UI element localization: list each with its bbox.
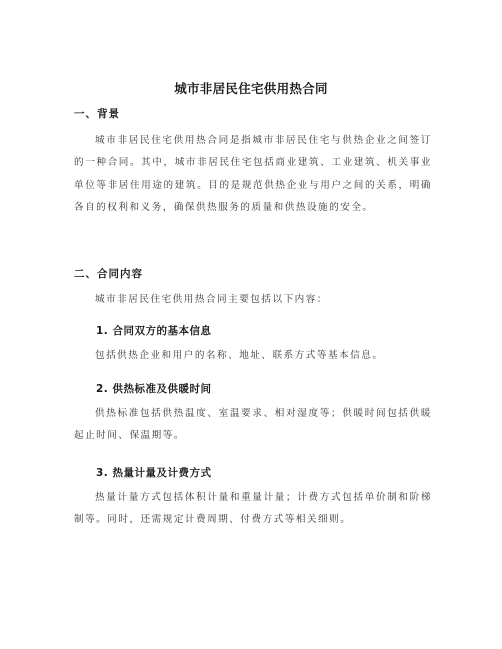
subsection-heading-parties-info: 1. 合同双方的基本信息: [96, 325, 212, 337]
section-paragraph-background: 城市非居民住宅供用热合同是指城市非居民住宅与供热企业之间签订的一种合同。其中，城市非居民住宅包括商业建筑、工业建筑、机关事业单位等非居住用途的建筑。目的是规范供热企业与用户之间的关系，明确各自的权利和义务，确保供热服务的质量和供热设施的安全。: [74, 135, 432, 214]
section-heading-background: 一、背景: [74, 108, 120, 120]
document-title: 城市非居民住宅供用热合同: [174, 81, 328, 96]
subsection-paragraph-heating-standard: 供热标准包括供热温度、室温要求、相对湿度等；供暖时间包括供暖起止时间、保温期等。: [74, 408, 432, 442]
section-heading-contract-content: 二、合同内容: [74, 268, 143, 280]
subsection-heading-heating-standard: 2. 供热标准及供暖时间: [96, 383, 212, 395]
subsection-heading-metering-billing: 3. 热量计量及计费方式: [96, 467, 212, 479]
section-paragraph-contract-content: 城市非居民住宅供用热合同主要包括以下内容：: [95, 294, 328, 305]
subsection-paragraph-parties-info: 包括供热企业和用户的名称、地址、联系方式等基本信息。: [95, 350, 384, 361]
subsection-paragraph-metering-billing: 热量计量方式包括体积计量和重量计量；计费方式包括单价制和阶梯制等。同时，还需规定计费周期、付费方式等相关细则。: [74, 492, 432, 526]
